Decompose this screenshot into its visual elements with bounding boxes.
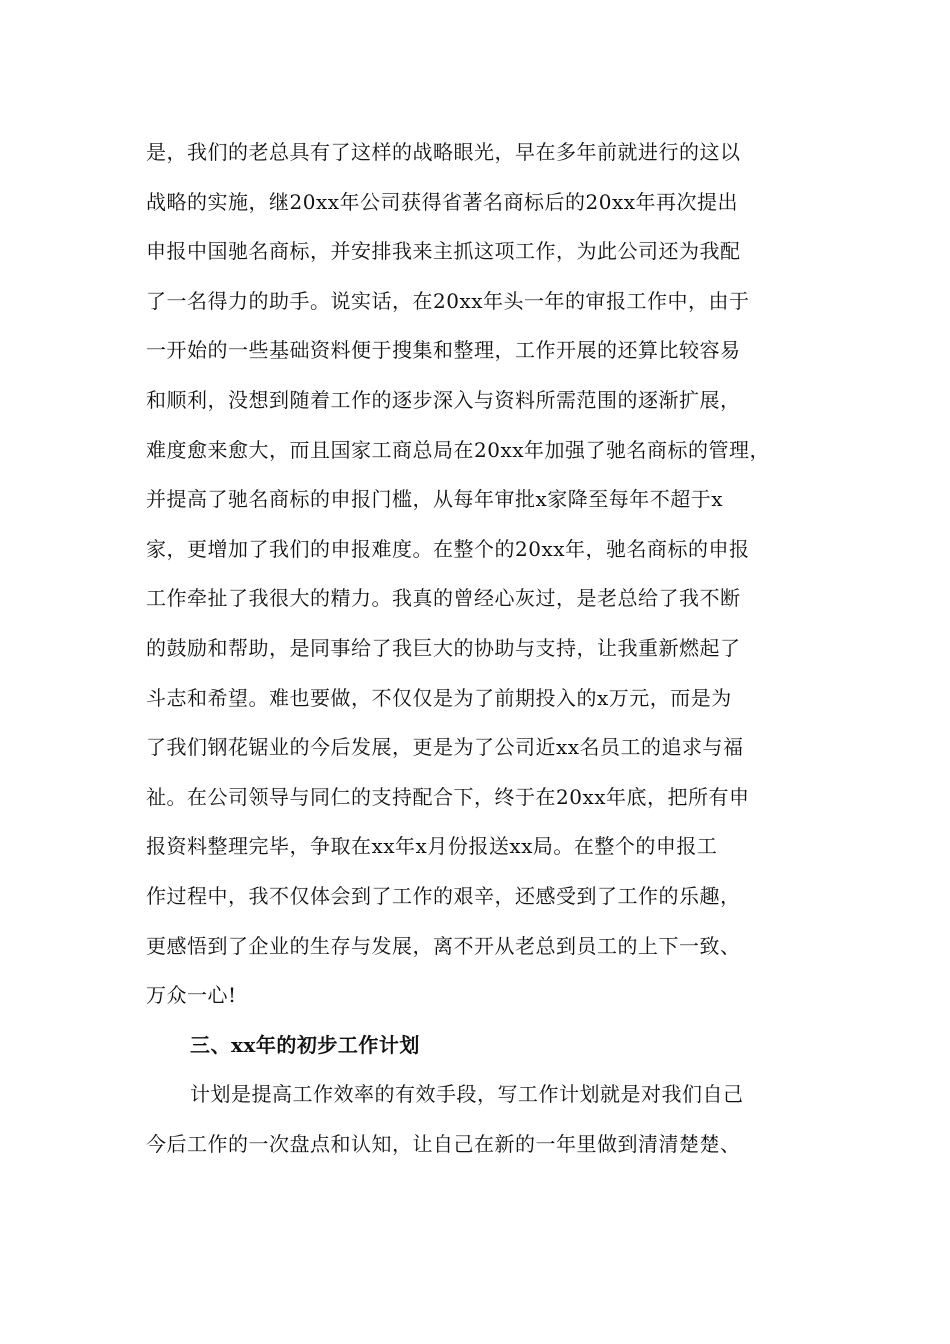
paragraph-line: 的鼓励和帮助，是同事给了我巨大的协助与支持，让我重新燃起了 bbox=[146, 635, 741, 660]
paragraph-line: 祉。在公司领导与同仁的支持配合下，终于在20xx年底，把所有申 bbox=[146, 784, 750, 809]
paragraph-line: 作过程中，我不仅体会到了工作的艰辛，还感受到了工作的乐趣， bbox=[146, 883, 741, 908]
paragraph-line: 报资料整理完毕，争取在xx年x月份报送xx局。在整个的申报工 bbox=[146, 834, 718, 859]
paragraph-2 bbox=[146, 1070, 826, 1169]
section-heading: 三、xx年的初步工作计划 bbox=[190, 1032, 420, 1057]
paragraph-line: 计划是提高工作效率的有效手段，写工作计划就是对我们自己 bbox=[190, 1082, 744, 1107]
paragraph-line: 战略的实施，继20xx年公司获得省著名商标后的20xx年再次提出 bbox=[146, 189, 739, 214]
paragraph-line: 了我们钢花锯业的今后发展，更是为了公司近xx名员工的追求与福 bbox=[146, 735, 744, 760]
paragraph-line: 更感悟到了企业的生存与发展，离不开从老总到员工的上下一致、 bbox=[146, 933, 741, 958]
paragraph-line: 一开始的一些基础资料便于搜集和整理，工作开展的还算比较容易 bbox=[146, 338, 741, 363]
paragraph-line: 申报中国驰名商标，并安排我来主抓这项工作，为此公司还为我配 bbox=[146, 239, 741, 264]
paragraph-line: 并提高了驰名商标的申报门槛，从每年审批x家降至每年不超于x bbox=[146, 487, 724, 512]
paragraph-line: 了一名得力的助手。说实话，在20xx年头一年的审报工作中，由于 bbox=[146, 288, 750, 313]
paragraph-line: 难度愈来愈大，而且国家工商总局在20xx年加强了驰名商标的管理， bbox=[146, 437, 771, 462]
paragraph-line: 和顺利，没想到随着工作的逐步深入与资料所需范围的逐渐扩展， bbox=[146, 387, 741, 412]
paragraph-line: 今后工作的一次盘点和认知，让自己在新的一年里做到清清楚楚、 bbox=[146, 1131, 741, 1156]
paragraph-line: 斗志和希望。难也要做，不仅仅是为了前期投入的x万元，而是为 bbox=[146, 685, 732, 710]
paragraph-line: 万众一心! bbox=[146, 983, 237, 1008]
paragraph-line: 是，我们的老总具有了这样的战略眼光，早在多年前就进行的这以 bbox=[146, 140, 741, 164]
paragraph-line: 工作牵扯了我很大的精力。我真的曾经心灰过，是老总给了我不断 bbox=[146, 586, 741, 611]
paragraph-line: 家，更增加了我们的申报难度。在整个的20xx年，驰名商标的申报 bbox=[146, 536, 750, 561]
document-body bbox=[146, 128, 826, 1169]
paragraph-1 bbox=[146, 128, 826, 1021]
